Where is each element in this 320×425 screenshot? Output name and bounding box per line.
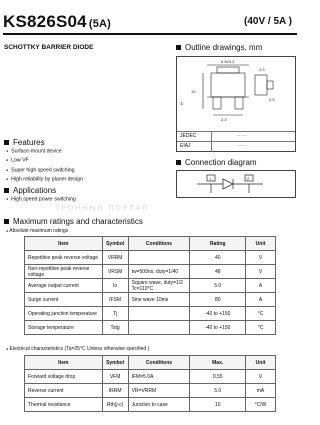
outline-drawing-box xyxy=(176,56,296,152)
features-heading xyxy=(4,138,45,147)
current-rating: (5A) xyxy=(88,18,112,30)
table-row xyxy=(25,398,276,412)
absolute-max-subtitle: ● Absolute maximum ratings xyxy=(6,228,69,234)
cell-item: Operating junction temperature xyxy=(25,307,103,321)
cell-rating: -40 to +150 xyxy=(190,321,246,335)
column-header: Item xyxy=(25,237,103,251)
cell-item: Reverse current xyxy=(25,384,103,398)
table-header-row xyxy=(25,356,276,370)
electrical-title: Electrical characteristics (Ta=25°C Unless otherwise specified ) xyxy=(9,346,150,352)
cell-max: 10 xyxy=(190,398,246,412)
applications-list xyxy=(6,195,76,204)
cell-unit: °C xyxy=(246,307,276,321)
cell-conditions xyxy=(128,251,190,265)
device-type: SCHOTTKY BARRIER DIODE xyxy=(4,44,94,51)
eiaj-value: ------ xyxy=(237,143,247,149)
column-header: Item xyxy=(25,356,103,370)
cell-symbol: IFSM xyxy=(102,293,128,307)
cell-unit: V xyxy=(246,251,276,265)
column-header: Max. xyxy=(190,356,246,370)
cell-conditions: Junction to case xyxy=(128,398,190,412)
list-item: ● Surface-mount device xyxy=(6,147,83,156)
cell-symbol: VRRM xyxy=(102,251,128,265)
square-bullet-icon xyxy=(176,160,181,165)
connection-diagram-box xyxy=(176,170,296,198)
eiaj-label: EIAJ xyxy=(180,143,191,149)
square-bullet-icon xyxy=(176,45,181,50)
column-header: Unit xyxy=(246,237,276,251)
list-item: ● Low VF xyxy=(6,156,83,165)
svg-text:10: 10 xyxy=(191,89,196,94)
svg-text:①: ① xyxy=(180,101,184,106)
part-number-title xyxy=(3,12,111,32)
cell-unit: °C xyxy=(246,321,276,335)
cell-item: Non-repetitive peak reverse voltage xyxy=(25,265,103,279)
jedec-label: JEDEC xyxy=(180,133,197,139)
max-ratings-table xyxy=(24,236,276,335)
max-ratings-title: Maximum ratings and characteristics xyxy=(13,217,143,226)
cell-symbol: Rth(j-c) xyxy=(102,398,128,412)
cell-conditions: tw=500ns, duty=1/40 xyxy=(128,265,190,279)
table-header-row xyxy=(25,237,276,251)
connection-heading xyxy=(176,158,257,167)
header-divider xyxy=(3,33,297,35)
list-item: ● High reliability by planer design xyxy=(6,175,83,184)
column-header: Rating xyxy=(190,237,246,251)
svg-text:0.5: 0.5 xyxy=(269,97,275,102)
square-bullet-icon xyxy=(4,140,9,145)
cell-conditions: Square wave, duty=1/2 Tc=110°C xyxy=(128,279,190,293)
cell-unit: A xyxy=(246,293,276,307)
electrical-subtitle: ● Electrical characteristics (Ta=25°C Unless otherwise specified ) xyxy=(6,346,150,352)
connection-title: Connection diagram xyxy=(185,158,257,167)
cell-conditions: VR=VRRM xyxy=(128,384,190,398)
cell-symbol: Tstg xyxy=(102,321,128,335)
cell-unit: A xyxy=(246,279,276,293)
cell-symbol: VRSM xyxy=(102,265,128,279)
cell-unit: V xyxy=(246,265,276,279)
list-item: ● High speed power switching xyxy=(6,195,76,204)
square-bullet-icon xyxy=(4,188,9,193)
features-title: Features xyxy=(13,138,45,147)
column-header: Conditions xyxy=(128,237,190,251)
cell-rating: -40 to +150 xyxy=(190,307,246,321)
table-row xyxy=(25,279,276,293)
cell-item: Repetitive peak reverse voltage xyxy=(25,251,103,265)
square-bullet-icon xyxy=(4,219,9,224)
column-header: Symbol xyxy=(102,237,128,251)
table-row xyxy=(25,384,276,398)
cell-unit: mA xyxy=(246,384,276,398)
cell-conditions xyxy=(128,321,190,335)
table-row xyxy=(25,370,276,384)
cell-symbol: VFM xyxy=(102,370,128,384)
diode-symbol-icon xyxy=(177,171,295,197)
cell-item: Thermal resistance xyxy=(25,398,103,412)
electrical-table xyxy=(24,355,276,412)
table-row xyxy=(25,321,276,335)
svg-text:1: 1 xyxy=(209,176,212,181)
column-header: Conditions xyxy=(128,356,190,370)
list-item: ● Super high speed switching xyxy=(6,166,83,175)
features-list xyxy=(6,147,83,184)
package-outline-drawing xyxy=(177,57,295,129)
table-row xyxy=(25,293,276,307)
cell-item: Surge current xyxy=(25,293,103,307)
cell-conditions: Sine wave 10ms xyxy=(128,293,190,307)
cell-unit: V xyxy=(246,370,276,384)
applications-heading xyxy=(4,186,56,195)
cell-rating: 5.0 xyxy=(190,279,246,293)
outline-title: Outline drawings, mm xyxy=(185,43,263,52)
column-header: Symbol xyxy=(102,356,128,370)
cell-symbol: IRRM xyxy=(102,384,128,398)
applications-title: Applications xyxy=(13,186,57,195)
svg-text:2.3: 2.3 xyxy=(221,117,227,122)
table-row xyxy=(25,265,276,279)
cell-symbol: Io xyxy=(102,279,128,293)
table-row xyxy=(25,307,276,321)
cell-conditions xyxy=(128,307,190,321)
svg-text:2: 2 xyxy=(247,176,250,181)
outline-heading xyxy=(176,43,262,52)
jedec-value: ------ xyxy=(237,133,247,139)
cell-max: 0.55 xyxy=(190,370,246,384)
part-number: KS826S04 xyxy=(3,12,87,31)
cell-conditions: IFM=5.0A xyxy=(128,370,190,384)
voltage-current-rating: (40V / 5A ) xyxy=(244,16,292,27)
table-row xyxy=(25,251,276,265)
svg-text:2.3: 2.3 xyxy=(259,67,265,72)
cell-item: Average output current xyxy=(25,279,103,293)
cell-unit: °C/W xyxy=(246,398,276,412)
column-header: Unit xyxy=(246,356,276,370)
cell-symbol: Tj xyxy=(102,307,128,321)
cell-item: Storage temperature xyxy=(25,321,103,335)
max-ratings-heading xyxy=(4,217,143,226)
svg-text:6.5±0.2: 6.5±0.2 xyxy=(221,59,235,64)
absolute-max-label: Absolute maximum ratings xyxy=(9,228,69,234)
cell-rating: 48 xyxy=(190,265,246,279)
cell-max: 5.0 xyxy=(190,384,246,398)
cell-rating: 80 xyxy=(190,293,246,307)
cell-item: Forward voltage drop xyxy=(25,370,103,384)
cell-rating: 40 xyxy=(190,251,246,265)
watermark-text: ТРОННЫЙ ПОРТАЛ xyxy=(55,205,149,212)
